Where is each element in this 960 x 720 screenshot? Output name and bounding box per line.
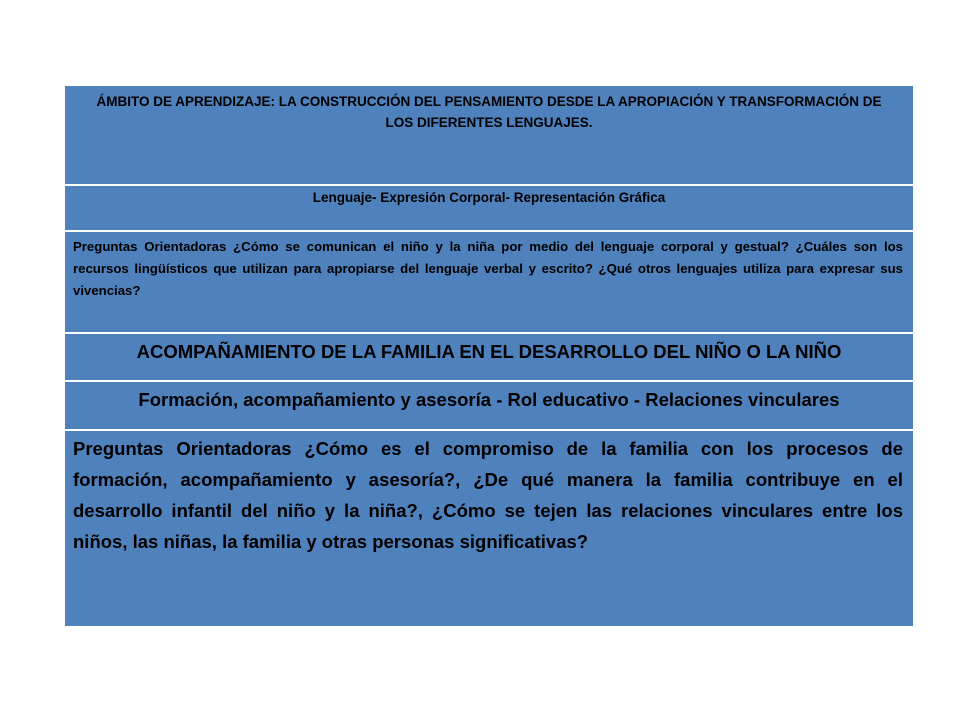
- lenguaje-preguntas-cell: [65, 230, 913, 332]
- ambito-title-cell: [65, 86, 913, 184]
- content-table: [64, 86, 913, 626]
- lenguaje-heading: Lenguaje- Expresión Corporal- Representación Gráfica: [312, 190, 666, 205]
- familia-heading: Formación, acompañamiento y asesoría - Rol educativo - Relaciones vinculares: [138, 389, 840, 410]
- familia-title: ACOMPAÑAMIENTO DE LA FAMILIA EN EL DESARROLLO DEL NIÑO O LA NIÑO: [136, 341, 842, 362]
- familia-heading-cell: [65, 380, 913, 429]
- familia-title-cell: [65, 332, 913, 380]
- familia-preguntas-cell: [65, 429, 913, 626]
- lenguaje-preguntas: Preguntas Orientadoras ¿Cómo se comunican el niño y la niña por medio del lenguaje corporal y gestual? ¿Cuáles son los recursos lingüísticos que utilizan para apropiarse del lenguaje verbal y escrito? ¿Qué otros lenguajes utiliza para expresar sus vivencias?: [73, 239, 903, 298]
- familia-preguntas: Preguntas Orientadoras ¿Cómo es el compromiso de la familia con los procesos de formación, acompañamiento y asesoría?, ¿De qué manera la familia contribuye en el desarrollo infantil del niño y la niña?, ¿Cómo se tejen las relaciones vinculares entre los niños, las niñas, la familia y otras personas significativas?: [73, 438, 903, 552]
- ambito-title: ÁMBITO DE APRENDIZAJE: LA CONSTRUCCIÓN DEL PENSAMIENTO DESDE LA APROPIACIÓN Y TRANSFORMACIÓN DE LOS DIFERENTES LENGUAJES.: [96, 94, 882, 130]
- lenguaje-heading-cell: [65, 184, 913, 230]
